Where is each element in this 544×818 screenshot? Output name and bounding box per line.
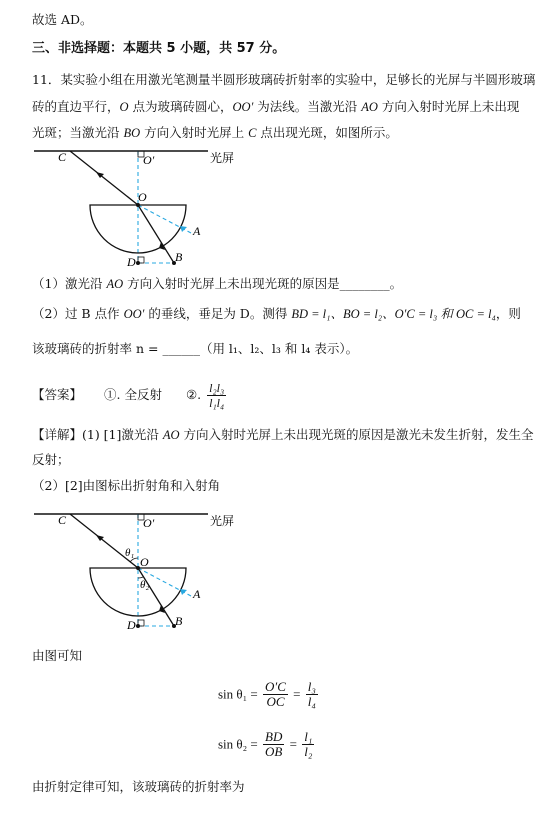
section-heading: 三、非选择题：本题共 5 小题，共 57 分。 <box>32 41 286 56</box>
point-C: C <box>58 513 67 527</box>
question-line-3: 光斑；当激光沿 BO 方向入射时光屏上 C 点出现光斑，如图所示。 <box>32 125 398 140</box>
point-B: B <box>175 614 183 628</box>
part-1: （1）激光沿 AO 方向入射时光屏上未出现光斑的原因是________。 <box>32 276 403 291</box>
detail-2: 反射； <box>32 452 70 467</box>
point-C: C <box>58 150 67 164</box>
part-2-cont: 该玻璃砖的折射率 n = ______（用 l₁、l₂、l₃ 和 l₄ 表示）。 <box>32 341 359 356</box>
angle-theta-2: θ₂ <box>140 579 150 591</box>
figure-2 <box>30 508 280 633</box>
point-B: B <box>175 250 183 264</box>
line-conclusion: 故选 AD。 <box>32 12 93 27</box>
point-O: O <box>138 190 147 204</box>
angle-theta-1: θ₁ <box>125 547 135 559</box>
point-O: O <box>140 555 149 569</box>
point-D: D <box>127 255 136 269</box>
answer-denominator: l₁l₄ <box>209 396 225 410</box>
answer-numerator: l₂l₃ <box>209 381 225 395</box>
answer-line: 【答案】 ①. 全反射 ②. $\frac{\text{l₂l₃}}{\text{l₁l₄}}$ <box>32 381 225 410</box>
detail-1: 【详解】(1) [1]激光沿 AO 方向入射时光屏上未出现光斑的原因是激光未发生折射，发生全 <box>32 427 534 442</box>
screen-label: 光屏 <box>210 514 235 528</box>
equation-sin-theta-2: sin θ₂ = $\frac{BD}{OB}$ = $\frac{\text{l₁}}{\text{l₂}}$ <box>218 729 313 759</box>
point-A: A <box>193 587 201 601</box>
figure-1 <box>30 145 280 270</box>
point-O-prime: O′ <box>143 153 155 167</box>
detail-4: 由图可知 <box>32 648 83 663</box>
detail-5: 由折射定律可知，该玻璃砖的折射率为 <box>32 779 245 794</box>
point-D: D <box>127 618 136 632</box>
detail-3: （2）[2]由图标出折射角和入射角 <box>32 478 221 493</box>
equation-sin-theta-1: sin θ₁ = $\frac{O'C}{OC}$ = $\frac{\text{l₃}}{\text{l₄}}$ <box>218 679 316 709</box>
point-A: A <box>193 224 201 238</box>
point-O-prime: O′ <box>143 516 155 530</box>
question-line-2: 砖的直边平行，O 点为玻璃砖圆心，OO′ 为法线。当激光沿 AO 方向入射时光屏上未出现 <box>32 99 520 114</box>
question-line-1: 11．某实验小组在用激光笔测量半圆形玻璃砖折射率的实验中，足够长的光屏与半圆形玻璃 <box>32 72 536 87</box>
part-2: （2）过 B 点作 OO′ 的垂线，垂足为 D。测得 BD = l₁、BO = l₂、O′C = l₃ 和 OC = l₄，则 <box>32 306 521 321</box>
screen-label: 光屏 <box>210 151 235 165</box>
